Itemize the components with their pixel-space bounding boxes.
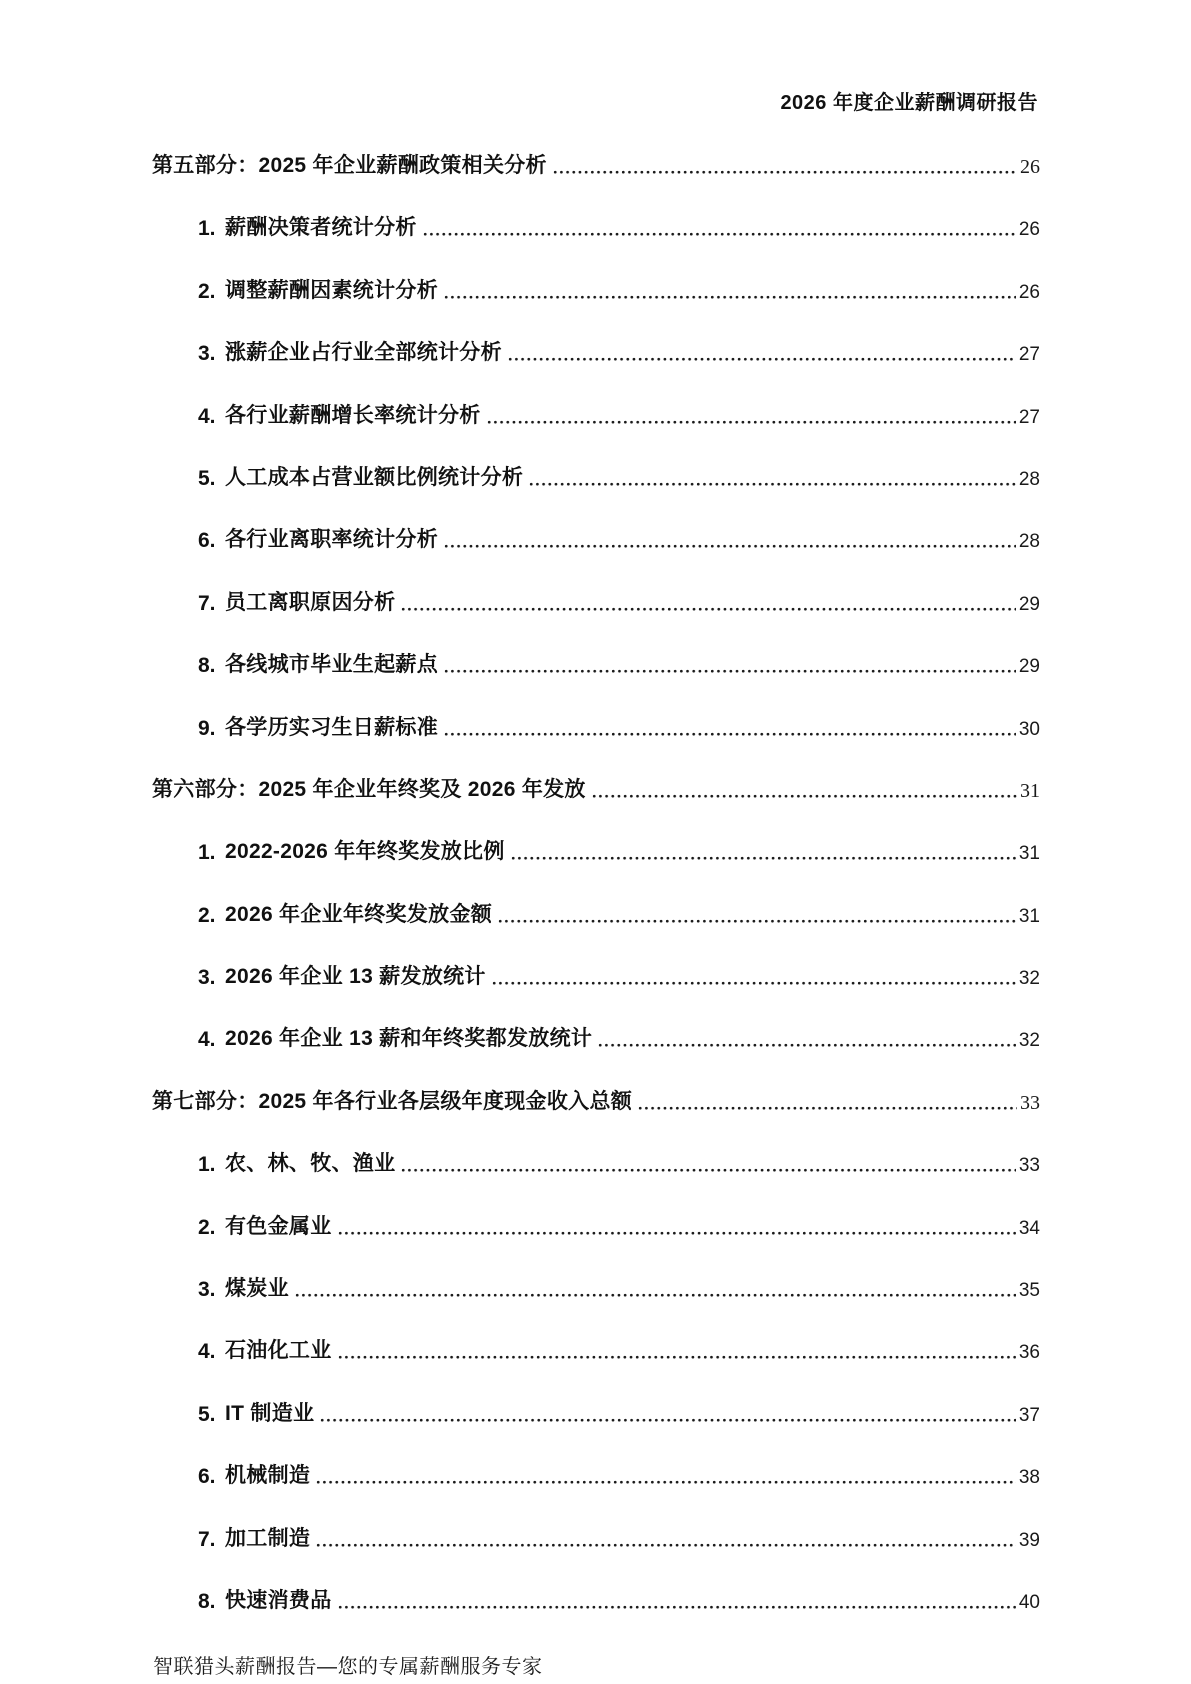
toc-entry-page-number: 27	[1018, 344, 1040, 366]
toc-entry-number: 2.	[198, 903, 216, 927]
toc-entry-line	[152, 1587, 1040, 1614]
toc-entry-page-number: 32	[1018, 968, 1040, 990]
toc-entry-line	[152, 901, 1040, 928]
toc-entry-number: 3.	[198, 966, 216, 990]
toc-dot-leader	[401, 607, 1015, 612]
toc-entry-label: 2026 年企业 13 薪和年终奖都发放统计	[225, 1027, 593, 1051]
toc-entry-label: 2022-2026 年年终奖发放比例	[225, 840, 505, 864]
toc-entry-label: 各行业离职率统计分析	[225, 528, 438, 552]
toc-dot-leader	[338, 1231, 1016, 1236]
toc-entry-line	[152, 1025, 1040, 1052]
toc-dot-leader	[316, 1543, 1016, 1548]
table-of-contents	[152, 152, 1040, 1649]
toc-entry-page-number: 27	[1018, 406, 1040, 428]
toc-dot-leader	[498, 919, 1016, 924]
toc-dot-leader	[444, 544, 1016, 549]
toc-entry-line	[152, 277, 1040, 304]
toc-entry-label: 第六部分：2025 年企业年终奖及 2026 年发放	[152, 777, 586, 801]
toc-entry[interactable]	[152, 277, 1040, 339]
toc-entry[interactable]	[152, 1337, 1040, 1399]
toc-entry[interactable]	[152, 339, 1040, 401]
toc-entry-number: 4.	[198, 1340, 216, 1364]
toc-entry-number: 8.	[198, 1589, 216, 1613]
toc-entry-label: 煤炭业	[225, 1277, 289, 1301]
toc-entry-line	[152, 1525, 1040, 1552]
toc-dot-leader	[316, 1480, 1016, 1485]
toc-entry-line	[152, 464, 1040, 491]
toc-entry-number: 8.	[198, 654, 216, 678]
toc-entry-number: 6.	[198, 1465, 216, 1489]
toc-entry-line	[152, 1150, 1040, 1177]
toc-entry-number: 3.	[198, 1278, 216, 1302]
toc-entry-page-number: 31	[1018, 843, 1040, 865]
toc-entry-line	[152, 1088, 1040, 1115]
toc-entry-label: IT 制造业	[225, 1401, 315, 1425]
toc-entry-number: 5.	[198, 1402, 216, 1426]
toc-dot-leader	[598, 1043, 1016, 1048]
toc-dot-leader	[338, 1355, 1016, 1360]
toc-entry[interactable]	[152, 1400, 1040, 1462]
toc-entry[interactable]	[152, 1025, 1040, 1087]
footer-tagline: 智联猎头薪酬报告—您的专属薪酬服务专家	[153, 1656, 543, 1678]
toc-dot-leader	[511, 856, 1016, 861]
toc-entry-line	[152, 1462, 1040, 1489]
toc-entry-line	[152, 214, 1040, 241]
toc-entry-page-number: 29	[1018, 656, 1040, 678]
toc-entry-number: 1.	[198, 1153, 216, 1177]
toc-entry-label: 涨薪企业占行业全部统计分析	[225, 341, 502, 365]
toc-entry-page-number: 26	[1018, 281, 1040, 303]
toc-dot-leader	[444, 732, 1016, 737]
toc-entry-label: 加工制造	[225, 1526, 311, 1550]
toc-entry-number: 5.	[198, 466, 216, 490]
toc-entry-label: 第七部分：2025 年各行业各层级年度现金收入总额	[152, 1089, 633, 1113]
toc-entry[interactable]	[152, 776, 1040, 838]
toc-entry-line	[152, 589, 1040, 616]
toc-entry-line	[152, 651, 1040, 678]
toc-dot-leader	[638, 1106, 1017, 1111]
toc-entry-page-number: 31	[1018, 905, 1040, 927]
toc-entry[interactable]	[152, 402, 1040, 464]
toc-entry-line	[152, 838, 1040, 865]
toc-dot-leader	[320, 1418, 1016, 1423]
toc-dot-leader	[508, 357, 1016, 362]
toc-entry-line	[152, 339, 1040, 366]
toc-entry-page-number: 26	[1018, 219, 1040, 241]
toc-entry-number: 1.	[198, 841, 216, 865]
toc-entry-page-number: 33	[1018, 1155, 1040, 1177]
toc-entry-page-number: 28	[1018, 531, 1040, 553]
toc-entry-label: 2026 年企业 13 薪发放统计	[225, 965, 486, 989]
toc-entry-page-number: 37	[1018, 1404, 1040, 1426]
toc-entry-number: 4.	[198, 1028, 216, 1052]
toc-entry-label: 员工离职原因分析	[225, 590, 396, 614]
toc-entry[interactable]	[152, 1150, 1040, 1212]
toc-entry-line	[152, 776, 1040, 803]
toc-entry-label: 农、林、牧、渔业	[225, 1152, 396, 1176]
toc-entry[interactable]	[152, 526, 1040, 588]
toc-entry-page-number: 38	[1018, 1467, 1040, 1489]
report-title-header: 2026 年度企业薪酬调研报告	[780, 92, 1038, 114]
toc-entry[interactable]	[152, 589, 1040, 651]
toc-entry-number: 4.	[198, 404, 216, 428]
toc-entry-line	[152, 1275, 1040, 1302]
toc-entry-page-number: 31	[1020, 779, 1040, 802]
toc-entry-label: 机械制造	[225, 1464, 311, 1488]
toc-entry[interactable]	[152, 1213, 1040, 1275]
toc-entry-number: 2.	[198, 1215, 216, 1239]
toc-entry-line	[152, 714, 1040, 741]
toc-entry-page-number: 26	[1020, 156, 1040, 178]
toc-entry-number: 7.	[198, 1527, 216, 1551]
toc-entry-line	[152, 526, 1040, 553]
toc-entry-number: 2.	[198, 279, 216, 303]
toc-entry-line	[152, 402, 1040, 429]
toc-dot-leader	[423, 232, 1016, 237]
toc-entry-number: 6.	[198, 529, 216, 553]
toc-dot-leader	[592, 794, 1017, 799]
toc-entry[interactable]	[152, 214, 1040, 276]
toc-dot-leader	[529, 482, 1016, 487]
toc-entry-page-number: 35	[1018, 1280, 1040, 1302]
toc-dot-leader	[487, 420, 1016, 425]
toc-dot-leader	[444, 295, 1016, 300]
toc-entry-page-number: 40	[1018, 1591, 1040, 1613]
toc-entry[interactable]	[152, 1462, 1040, 1524]
toc-entry[interactable]	[152, 1525, 1040, 1587]
toc-entry[interactable]	[152, 651, 1040, 713]
toc-entry-label: 薪酬决策者统计分析	[225, 216, 417, 240]
toc-entry-number: 7.	[198, 591, 216, 615]
toc-entry-line	[152, 963, 1040, 990]
toc-entry-line	[152, 1213, 1040, 1240]
toc-entry[interactable]	[152, 1088, 1040, 1150]
toc-entry-label: 第五部分：2025 年企业薪酬政策相关分析	[152, 154, 547, 177]
toc-entry-page-number: 29	[1018, 593, 1040, 615]
toc-entry[interactable]	[152, 901, 1040, 963]
toc-entry-page-number: 32	[1018, 1030, 1040, 1052]
toc-entry[interactable]	[152, 963, 1040, 1025]
toc-entry-number: 3.	[198, 342, 216, 366]
toc-dot-leader	[338, 1605, 1016, 1610]
toc-entry-label: 各学历实习生日薪标准	[225, 715, 438, 739]
toc-entry-page-number: 30	[1018, 718, 1040, 740]
toc-entry-label: 2026 年企业年终奖发放金额	[225, 902, 493, 926]
toc-entry-line	[152, 1337, 1040, 1364]
toc-entry[interactable]	[152, 1275, 1040, 1337]
toc-dot-leader	[553, 170, 1017, 175]
toc-entry-label: 快速消费品	[225, 1588, 332, 1612]
toc-entry-label: 有色金属业	[225, 1214, 332, 1238]
toc-entry-page-number: 33	[1020, 1091, 1040, 1114]
toc-entry[interactable]	[152, 714, 1040, 776]
toc-entry-line	[152, 152, 1040, 179]
toc-entry-label: 调整薪酬因素统计分析	[225, 278, 438, 302]
toc-entry-line	[152, 1400, 1040, 1427]
toc-entry-page-number: 36	[1018, 1342, 1040, 1364]
toc-entry[interactable]	[152, 1587, 1040, 1649]
toc-dot-leader	[401, 1168, 1015, 1173]
toc-dot-leader	[444, 669, 1016, 674]
toc-entry-label: 各线城市毕业生起薪点	[225, 653, 438, 677]
toc-entry-label: 石油化工业	[225, 1339, 332, 1363]
toc-entry[interactable]	[152, 464, 1040, 526]
toc-entry-label: 人工成本占营业额比例统计分析	[225, 465, 524, 489]
toc-dot-leader	[492, 981, 1016, 986]
toc-entry-number: 9.	[198, 716, 216, 740]
toc-entry-number: 1.	[198, 217, 216, 241]
toc-entry[interactable]	[152, 152, 1040, 214]
toc-entry-label: 各行业薪酬增长率统计分析	[225, 403, 481, 427]
toc-dot-leader	[295, 1293, 1016, 1298]
toc-entry-page-number: 28	[1018, 468, 1040, 490]
toc-entry-page-number: 39	[1018, 1529, 1040, 1551]
toc-entry-page-number: 34	[1018, 1217, 1040, 1239]
toc-entry[interactable]	[152, 838, 1040, 900]
